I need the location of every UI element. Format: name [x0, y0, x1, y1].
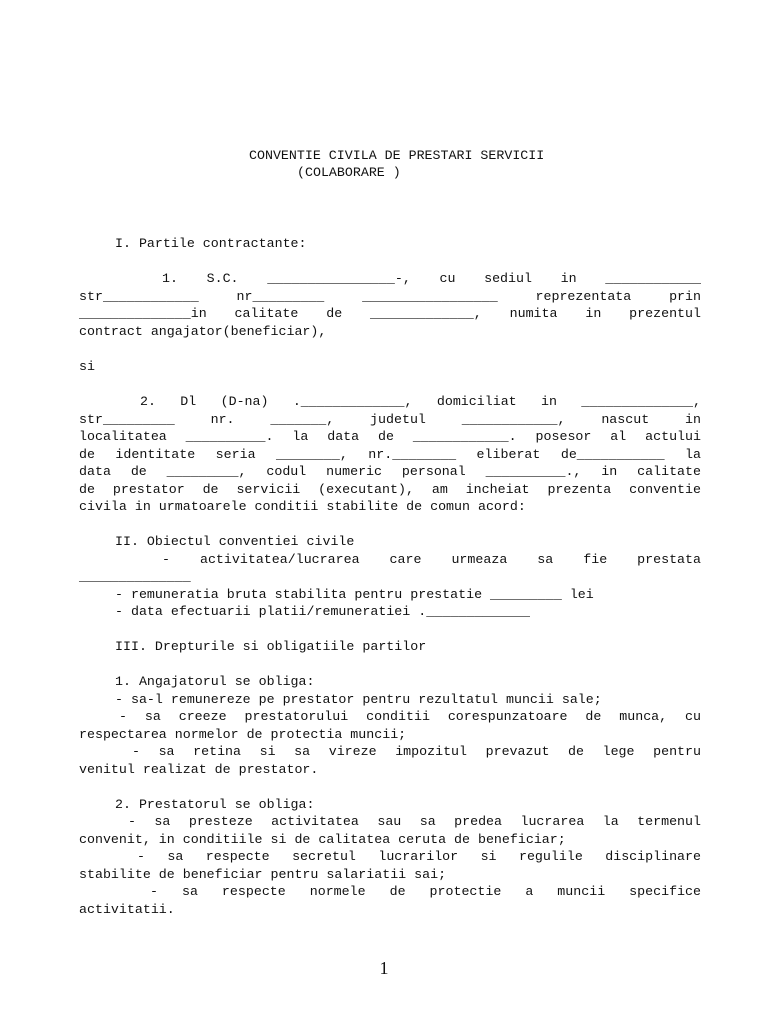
party1-line: 1. S.C. ________________-, cu sediul in ____________ — [162, 271, 701, 286]
employer-obligation: - sa-l remunereze pe prestator pentru rezultatul muncii sale; — [115, 692, 602, 707]
party1-line: ______________in calitate de _____________, numita in prezentul — [79, 306, 701, 321]
provider-heading: 2. Prestatorul se obliga: — [115, 797, 315, 812]
employer-obligation: respectarea normelor de protectia muncii; — [79, 727, 407, 742]
provider-obligation: - sa respecte normele de protectie a muncii specifice — [150, 884, 701, 899]
employer-obligation: venitul realizat de prestator. — [79, 762, 319, 777]
section-heading-rights: III. Drepturile si obligatiile partilor — [115, 639, 427, 654]
object-item: ______________ — [79, 569, 191, 584]
party2-line: civila in urmatoarele conditii stabilite de comun acord: — [79, 499, 526, 514]
party2-line: de prestator de servicii (executant), am incheiat prezenta conventie — [79, 482, 701, 497]
provider-obligation: convenit, in conditiile si de calitatea ceruta de beneficiar; — [79, 832, 566, 847]
provider-obligation: - sa respecte secretul lucrarilor si regulile disciplinare — [137, 849, 701, 864]
employer-obligation: - sa creeze prestatorului conditii corespunzatoare de munca, cu — [119, 709, 701, 724]
document-subtitle: (COLABORARE ) — [297, 165, 401, 180]
party1-line: contract angajator(beneficiar), — [79, 324, 327, 339]
employer-obligation: - sa retina si sa vireze impozitul prevazut de lege pentru — [132, 744, 701, 759]
provider-obligation: stabilite de beneficiar pentru salariatii sai; — [79, 867, 447, 882]
page-number: 1 — [379, 958, 389, 978]
object-item: - remuneratia bruta stabilita pentru prestatie _________ lei — [115, 587, 594, 602]
party2-line: localitatea __________. la data de ____________. posesor al actului — [79, 429, 701, 444]
provider-obligation: activitatii. — [79, 902, 175, 917]
employer-heading: 1. Angajatorul se obliga: — [115, 674, 315, 689]
party2-line: 2. Dl (D-na) ._____________, domiciliat in ______________, — [140, 394, 701, 409]
party2-line: de identitate seria ________, nr.________ eliberat de___________ la — [79, 447, 701, 462]
object-item: - activitatea/lucrarea care urmeaza sa fie prestata — [162, 552, 701, 567]
object-item: - data efectuarii platii/remuneratiei ._____________ — [115, 604, 530, 619]
section-heading-object: II. Obiectul conventiei civile — [115, 534, 355, 549]
party2-line: str_________ nr. _______, judetul ____________, nascut in — [79, 412, 701, 427]
party2-line: data de _________, codul numeric personal __________., in calitate — [79, 464, 701, 479]
party1-line: str____________ nr_________ _________________ reprezentata prin — [79, 289, 701, 304]
conjunction-si: si — [79, 359, 95, 374]
provider-obligation: - sa presteze activitatea sau sa predea lucrarea la termenul — [128, 814, 701, 829]
document-title: CONVENTIE CIVILA DE PRESTARI SERVICII — [249, 148, 545, 163]
section-heading-parties: I. Partile contractante: — [115, 236, 307, 251]
